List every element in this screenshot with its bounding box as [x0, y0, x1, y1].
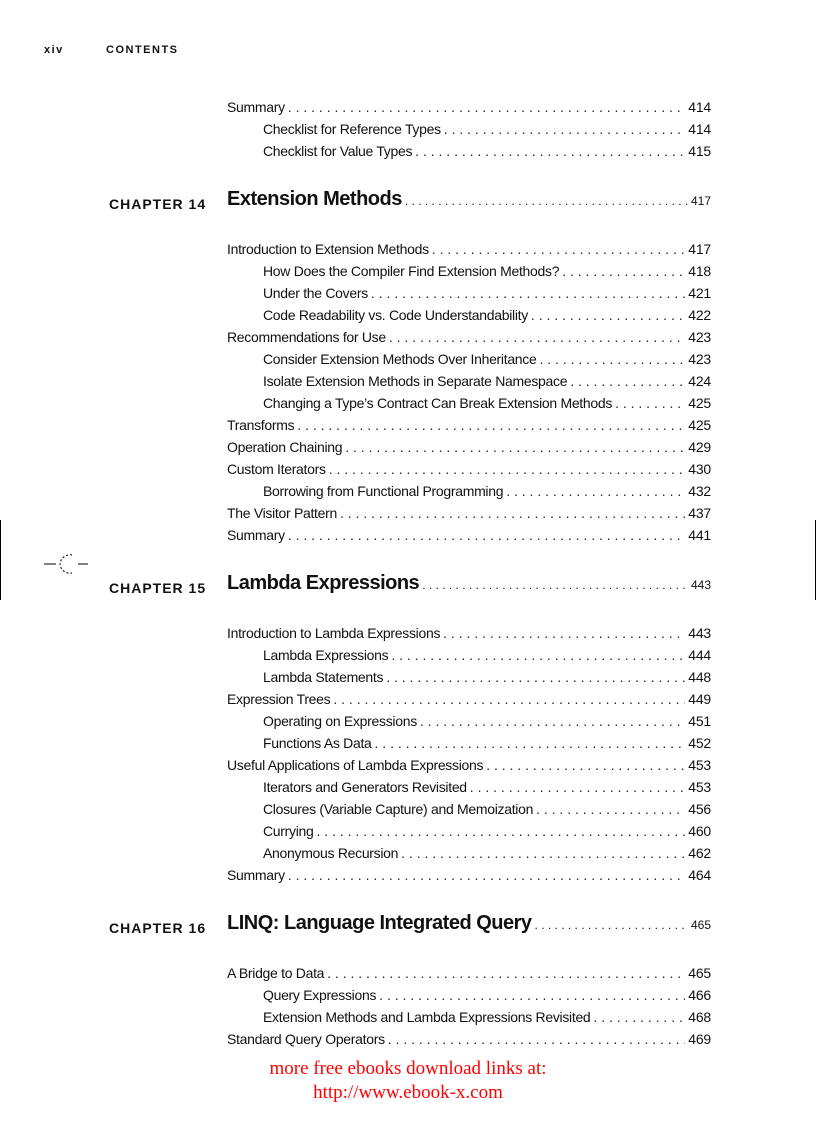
toc-subsection-entry	[0, 984, 816, 1006]
entry-label: Operation Chaining	[227, 439, 343, 455]
toc-subsection-entry	[0, 1006, 816, 1028]
toc-subsection-entry	[0, 776, 816, 798]
entry-label: Closures (Variable Capture) and Memoization	[263, 801, 534, 817]
toc-section-entry	[0, 524, 816, 546]
toc-subsection-entry	[0, 820, 816, 842]
dot-leader	[420, 710, 685, 732]
dot-leader	[443, 622, 685, 644]
entry-label: Introduction to Extension Methods	[227, 241, 429, 257]
entry-label: Isolate Extension Methods in Separate Namespace	[263, 373, 568, 389]
toc-subsection-entry	[0, 304, 816, 326]
toc-subsection-entry	[0, 710, 816, 732]
entry-label: Summary	[227, 527, 285, 543]
toc-section-entry	[0, 502, 816, 524]
footer-ad-line-1: more free ebooks download links at:	[269, 1058, 547, 1079]
dot-leader	[391, 644, 685, 666]
toc-subsection-entry	[0, 480, 816, 502]
dot-leader	[288, 524, 685, 546]
entry-label: How Does the Compiler Find Extension Methods?	[263, 263, 560, 279]
page-ref: 469	[688, 1031, 711, 1047]
entry-label: Recommendations for Use	[227, 329, 386, 345]
toc-section-entry	[0, 326, 816, 348]
entry-label: Iterators and Generators Revisited	[263, 779, 467, 795]
chapter-heading	[0, 566, 816, 622]
page-ref: 424	[688, 373, 711, 389]
entry-label: Borrowing from Functional Programming	[263, 483, 504, 499]
page-ref: 422	[688, 307, 711, 323]
dot-leader	[389, 326, 685, 348]
chapter-number: CHAPTER 15	[109, 580, 207, 596]
page-ref: 425	[688, 417, 711, 433]
toc-section-entry	[0, 622, 816, 644]
toc-subsection-entry	[0, 644, 816, 666]
chapter-title: Lambda Expressions	[227, 572, 420, 594]
dot-leader	[375, 732, 686, 754]
toc-subsection-entry	[0, 392, 816, 414]
dot-leader	[422, 578, 688, 592]
dot-leader	[486, 754, 685, 776]
page-ref: 432	[688, 483, 711, 499]
toc-section-entry	[0, 238, 816, 260]
chapter-number: CHAPTER 14	[109, 196, 207, 212]
entry-label: Introduction to Lambda Expressions	[227, 625, 441, 641]
entry-label: A Bridge to Data	[227, 965, 325, 981]
page-ref: 441	[688, 527, 711, 543]
chapter-number: CHAPTER 16	[109, 920, 207, 936]
page-ref: 456	[688, 801, 711, 817]
entry-label: Under the Covers	[263, 285, 368, 301]
entry-label: Checklist for Reference Types	[263, 121, 441, 137]
entry-label: Consider Extension Methods Over Inheritance	[263, 351, 537, 367]
dot-leader	[386, 666, 685, 688]
chapter-title: Extension Methods	[227, 188, 402, 210]
page-ref: 414	[688, 99, 711, 115]
toc-section-entry	[0, 96, 816, 118]
page-ref: 443	[688, 625, 711, 641]
dot-leader	[297, 414, 685, 436]
page-ref: 466	[688, 987, 711, 1003]
page-ref: 460	[688, 823, 711, 839]
entry-label: Currying	[263, 823, 314, 839]
page-ref: 451	[688, 713, 711, 729]
entry-label: Custom Iterators	[227, 461, 326, 477]
page-ref: 453	[688, 779, 711, 795]
dot-leader	[388, 1028, 685, 1050]
toc-subsection-entry	[0, 260, 816, 282]
dot-leader	[615, 392, 685, 414]
dot-leader	[506, 480, 685, 502]
toc-subsection-entry	[0, 370, 816, 392]
page-ref: 468	[688, 1009, 711, 1025]
dot-leader	[333, 688, 685, 710]
dot-leader	[531, 304, 685, 326]
page-ref: 449	[688, 691, 711, 707]
page-ref: 425	[688, 395, 711, 411]
table-of-contents	[0, 96, 816, 1050]
chapter-heading	[0, 182, 816, 238]
toc-subsection-entry	[0, 282, 816, 304]
toc-subsection-entry	[0, 732, 816, 754]
dot-leader	[340, 502, 685, 524]
page-ref: 423	[688, 351, 711, 367]
entry-label: Lambda Expressions	[263, 647, 389, 663]
page-ref: 437	[688, 505, 711, 521]
page-ref: 465	[690, 918, 711, 932]
toc-subsection-entry	[0, 666, 816, 688]
page-ref: 415	[688, 143, 711, 159]
page-ref: 444	[688, 647, 711, 663]
dot-leader	[329, 458, 686, 480]
running-title: CONTENTS	[106, 44, 179, 56]
entry-label: Transforms	[227, 417, 295, 433]
page-ref: 414	[688, 121, 711, 137]
toc-section-entry	[0, 962, 816, 984]
dot-leader	[288, 864, 685, 886]
chapter-title: LINQ: Language Integrated Query	[227, 912, 532, 934]
entry-label: The Visitor Pattern	[227, 505, 337, 521]
dot-leader	[432, 238, 685, 260]
entry-label: Extension Methods and Lambda Expressions Revisited	[263, 1009, 591, 1025]
entry-label: Lambda Statements	[263, 669, 384, 685]
toc-subsection-entry	[0, 348, 816, 370]
dot-leader	[562, 260, 685, 282]
entry-label: Summary	[227, 867, 285, 883]
page-ref: 423	[688, 329, 711, 345]
dot-leader	[536, 798, 685, 820]
toc-subsection-entry	[0, 118, 816, 140]
dot-leader	[288, 96, 685, 118]
dot-leader	[371, 282, 685, 304]
toc-section-entry	[0, 458, 816, 480]
page-ref: 464	[688, 867, 711, 883]
page-ref: 421	[688, 285, 711, 301]
entry-label: Checklist for Value Types	[263, 143, 413, 159]
toc-section-entry	[0, 1028, 816, 1050]
dot-leader	[444, 118, 685, 140]
page-ref: 418	[688, 263, 711, 279]
dot-leader	[379, 984, 685, 1006]
page-ref: 443	[690, 578, 711, 592]
entry-label: Anonymous Recursion	[263, 845, 399, 861]
toc-section-entry	[0, 414, 816, 436]
entry-label: Summary	[227, 99, 285, 115]
dot-leader	[317, 820, 686, 842]
chapter-heading	[0, 906, 816, 962]
dot-leader	[535, 918, 688, 932]
dot-leader	[327, 962, 685, 984]
page-ref: 465	[688, 965, 711, 981]
dot-leader	[405, 194, 688, 208]
entry-label: Useful Applications of Lambda Expressions	[227, 757, 484, 773]
page-ref: 417	[690, 194, 711, 208]
page-ref: 448	[688, 669, 711, 685]
entry-label: Code Readability vs. Code Understandability	[263, 307, 528, 323]
page-ref: 430	[688, 461, 711, 477]
dot-leader	[593, 1006, 685, 1028]
toc-subsection-entry	[0, 140, 816, 162]
dot-leader	[470, 776, 685, 798]
page-ref: 429	[688, 439, 711, 455]
toc-section-entry	[0, 754, 816, 776]
entry-label: Expression Trees	[227, 691, 331, 707]
dot-leader	[401, 842, 685, 864]
footer-ad-line-2: http://www.ebook-x.com	[313, 1082, 503, 1103]
dot-leader	[539, 348, 685, 370]
dot-leader	[345, 436, 685, 458]
page-ref: 462	[688, 845, 711, 861]
page-ref: 417	[688, 241, 711, 257]
page-number: xiv	[44, 44, 64, 56]
page-ref: 452	[688, 735, 711, 751]
toc-section-entry	[0, 864, 816, 886]
entry-label: Standard Query Operators	[227, 1031, 385, 1047]
toc-subsection-entry	[0, 798, 816, 820]
dot-leader	[415, 140, 685, 162]
dot-leader	[570, 370, 685, 392]
toc-section-entry	[0, 436, 816, 458]
entry-label: Changing a Type’s Contract Can Break Extension Methods	[263, 395, 613, 411]
toc-subsection-entry	[0, 842, 816, 864]
entry-label: Operating on Expressions	[263, 713, 417, 729]
page-ref: 453	[688, 757, 711, 773]
entry-label: Query Expressions	[263, 987, 377, 1003]
toc-section-entry	[0, 688, 816, 710]
entry-label: Functions As Data	[263, 735, 372, 751]
